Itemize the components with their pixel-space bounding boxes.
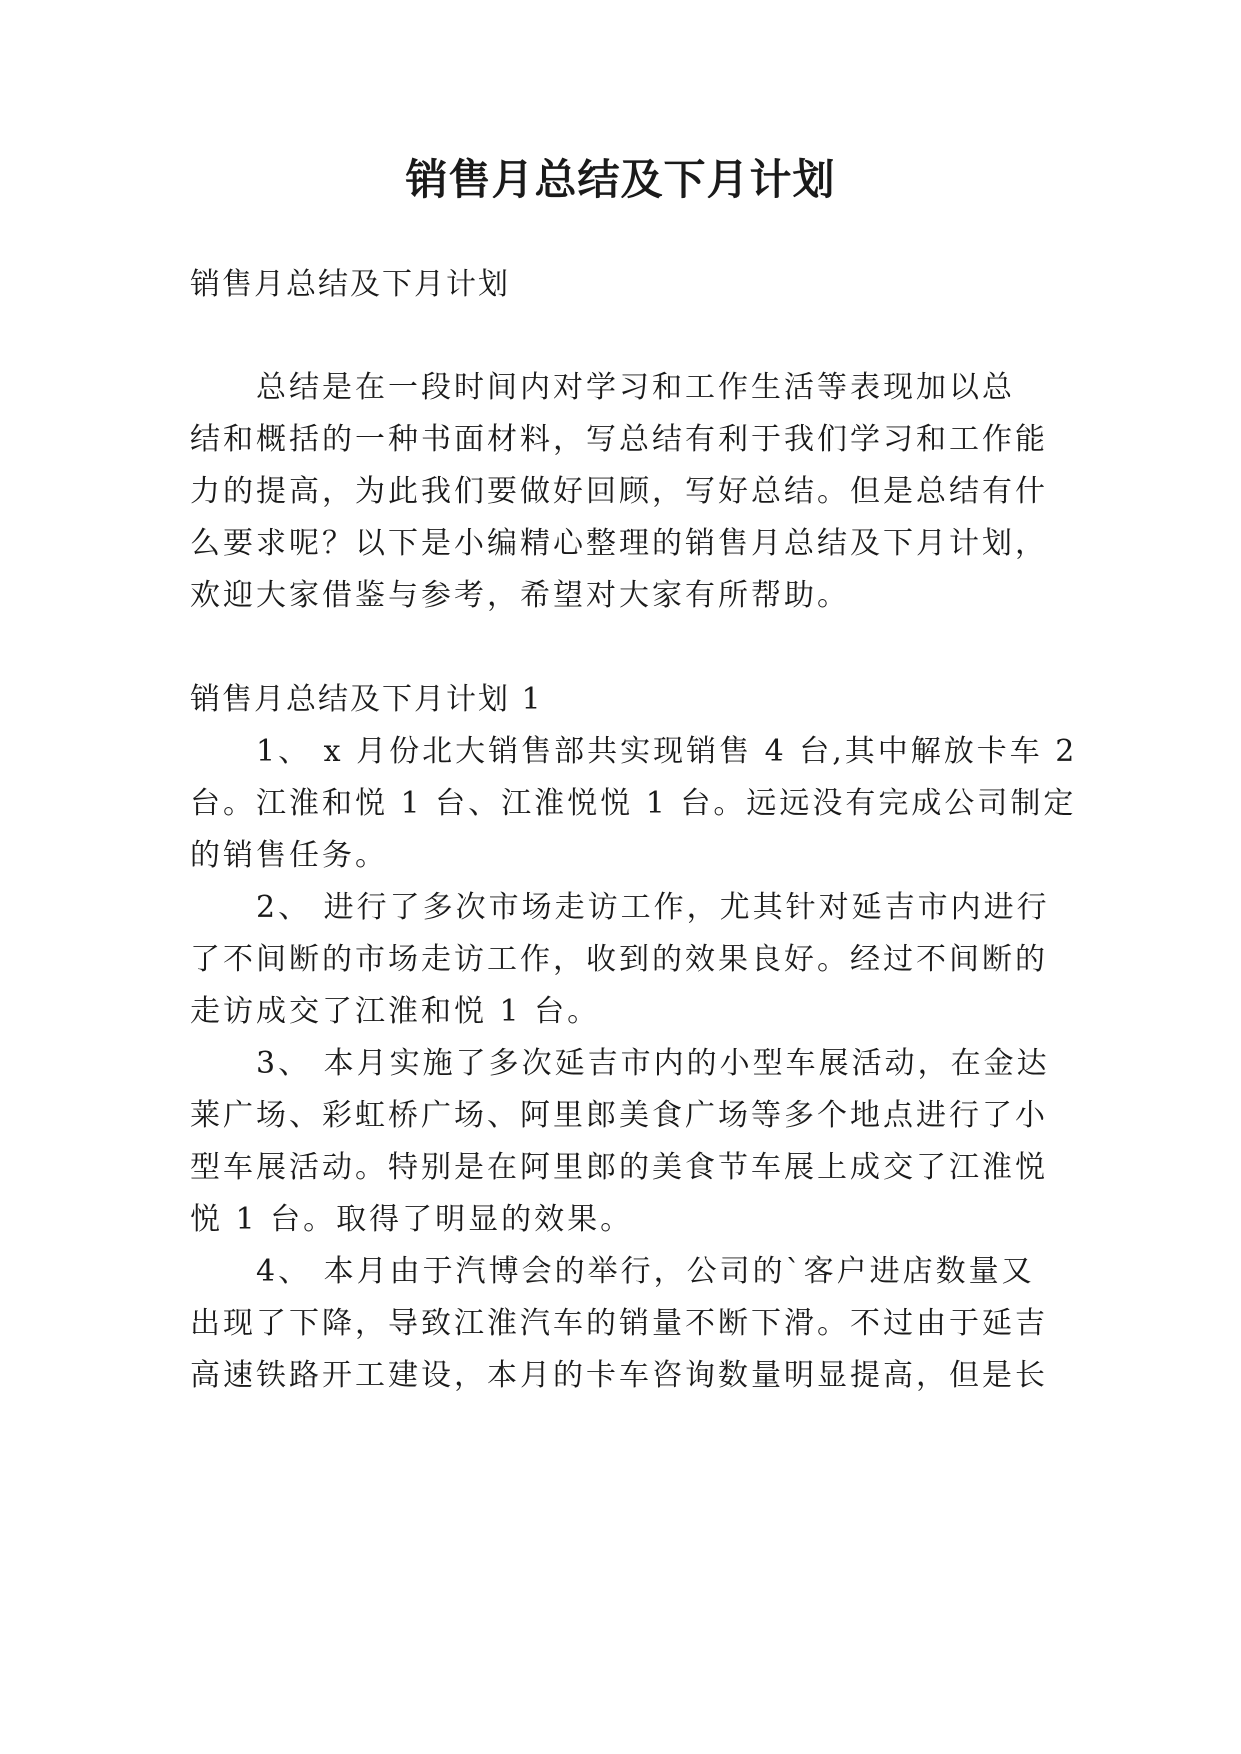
item-1-line: 的销售任务。 — [190, 838, 388, 873]
item-3-line: 莱广场、彩虹桥广场、阿里郎美食广场等多个地点进行了小 — [190, 1098, 1048, 1133]
document-subtitle: 销售月总结及下月计划 — [190, 267, 510, 302]
section-heading: 销售月总结及下月计划 1 — [190, 682, 543, 717]
item-2-line: 了不间断的市场走访工作，收到的效果良好。经过不间断的 — [190, 942, 1048, 977]
intro-line: 么要求呢？以下是小编精心整理的销售月总结及下月计划， — [190, 526, 1048, 561]
item-4-line: 出现了下降，导致江淮汽车的销量不断下滑。不过由于延吉 — [190, 1306, 1048, 1341]
document-title: 销售月总结及下月计划 — [405, 155, 836, 204]
item-3-line: 3、 本月实施了多次延吉市内的小型车展活动，在金达 — [190, 1046, 1050, 1081]
item-3-line: 悦 1 台。取得了明显的效果。 — [190, 1202, 634, 1237]
intro-line: 总结是在一段时间内对学习和工作生活等表现加以总 — [190, 370, 1015, 405]
item-4-line: 4、 本月由于汽博会的举行，公司的`客户进店数量又 — [190, 1254, 1035, 1289]
intro-line: 力的提高，为此我们要做好回顾，写好总结。但是总结有什 — [190, 474, 1048, 509]
intro-line: 欢迎大家借鉴与参考，希望对大家有所帮助。 — [190, 578, 850, 613]
item-2-line: 走访成交了江淮和悦 1 台。 — [190, 994, 601, 1029]
item-4-line: 高速铁路开工建设，本月的卡车咨询数量明显提高，但是长 — [190, 1358, 1048, 1393]
item-1-line: 台。江淮和悦 1 台、江淮悦悦 1 台。远远没有完成公司制定 — [190, 786, 1077, 821]
intro-line: 结和概括的一种书面材料，写总结有利于我们学习和工作能 — [190, 422, 1048, 457]
item-1-line: 1、 x 月份北大销售部共实现销售 4 台,其中解放卡车 2 — [190, 734, 1078, 769]
item-3-line: 型车展活动。特别是在阿里郎的美食节车展上成交了江淮悦 — [190, 1150, 1048, 1185]
item-2-line: 2、 进行了多次市场走访工作，尤其针对延吉市内进行 — [190, 890, 1050, 925]
